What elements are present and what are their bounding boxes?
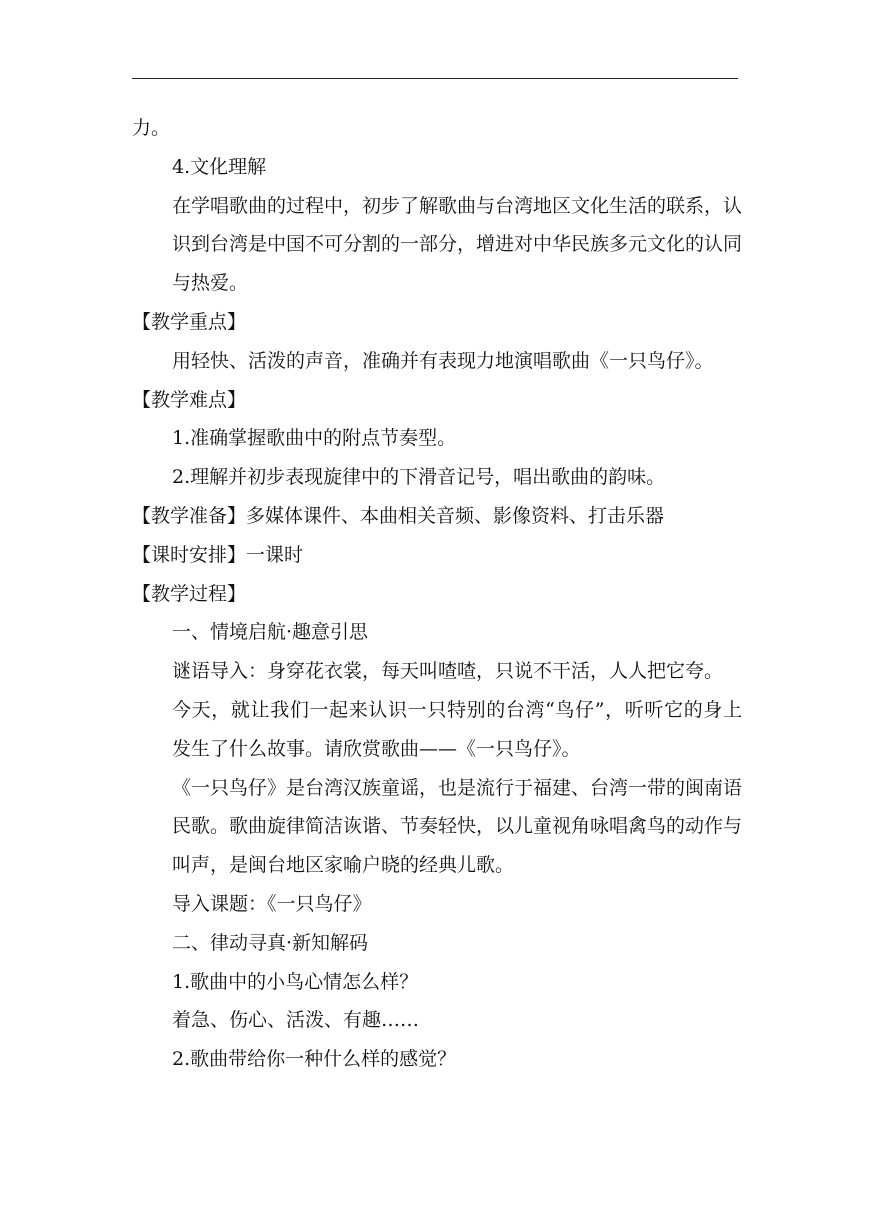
lesson-schedule: 【课时安排】一课时 bbox=[132, 543, 304, 566]
question-1: 1.歌曲中的小鸟心情怎么样？ bbox=[172, 970, 419, 993]
paragraph-song-intro: 今天，就让我们一起来认识一只特别的台湾“鸟仔”，听听它的身上发生了什么故事。请欣赏歌曲——《一只鸟仔》。 bbox=[172, 698, 742, 760]
subheading-cultural-understanding: 4.文化理解 bbox=[172, 155, 267, 178]
section-heading-1: 一、情境启航·趣意引思 bbox=[172, 621, 369, 644]
teaching-preparation: 【教学准备】多媒体课件、本曲相关音频、影像资料、打击乐器 bbox=[132, 504, 665, 527]
heading-teaching-focus: 【教学重点】 bbox=[132, 310, 247, 333]
paragraph-cultural-understanding: 在学唱歌曲的过程中，初步了解歌曲与台湾地区文化生活的联系，认识到台湾是中国不可分割的一部分，增进对中华民族多元文化的认同与热爱。 bbox=[172, 194, 743, 295]
heading-teaching-process: 【教学过程】 bbox=[132, 582, 247, 605]
difficulty-item-2: 2.理解并初步表现旋律中的下滑音记号，唱出歌曲的韵味。 bbox=[172, 466, 666, 489]
heading-teaching-difficulty: 【教学难点】 bbox=[132, 388, 247, 411]
answer-1: 着急、伤心、活泼、有趣…… bbox=[172, 1009, 420, 1032]
difficulty-item-1: 1.准确掌握歌曲中的附点节奏型。 bbox=[172, 427, 457, 450]
section-heading-2: 二、律动寻真·新知解码 bbox=[172, 931, 369, 954]
header-rule bbox=[132, 78, 738, 79]
paragraph-song-background: 《一只鸟仔》是台湾汉族童谣，也是流行于福建、台湾一带的闽南语民歌。歌曲旋律简洁诙谐、节奏轻快，以儿童视角咏唱禽鸟的动作与叫声，是闽台地区家喻户晓的经典儿歌。 bbox=[172, 776, 743, 877]
paragraph-continuation: 力。 bbox=[132, 117, 171, 139]
riddle-intro: 谜语导入：身穿花衣裳，每天叫喳喳，只说不干活，人人把它夸。 bbox=[172, 660, 724, 683]
question-2: 2.歌曲带给你一种什么样的感觉？ bbox=[172, 1048, 457, 1071]
paragraph-teaching-focus: 用轻快、活泼的声音，准确并有表现力地演唱歌曲《一只鸟仔》。 bbox=[172, 349, 714, 372]
lesson-topic: 导入课题：《一只鸟仔》 bbox=[172, 892, 372, 915]
document-body bbox=[132, 109, 742, 1079]
